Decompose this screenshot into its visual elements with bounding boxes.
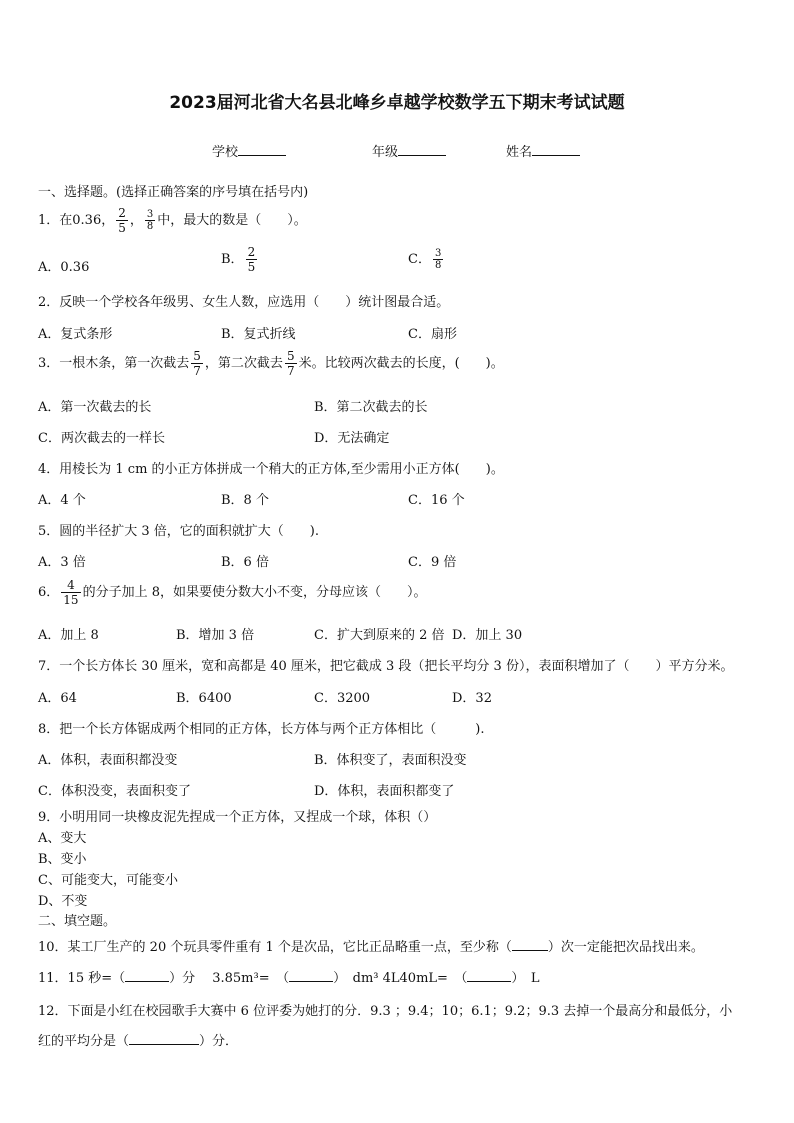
question-12: 12．下面是小红在校园歌手大赛中 6 位评委为她打的分．9.3 ；9.4；10；6.1；9.2；9.3 去掉一个最高分和最低分，小 — [38, 1004, 733, 1019]
option-b[interactable]: B、变小 — [38, 852, 87, 867]
option-c[interactable]: C．两次截去的一样长 — [38, 431, 165, 446]
question-4: 4．用棱长为 1 cm 的小正方体拼成一个稍大的正方体,至少需用小正方体( )。 — [38, 462, 504, 477]
option-d[interactable]: D、不变 — [38, 894, 88, 909]
option-d[interactable]: D．加上 30 — [452, 628, 523, 643]
answer-blank[interactable] — [289, 969, 333, 982]
option-a[interactable]: A．3 倍 — [38, 555, 86, 570]
option-c[interactable]: C．9 倍 — [408, 555, 457, 570]
question-12-cont: 红的平均分是（ ）分． — [38, 1034, 239, 1049]
option-b[interactable]: B． $\frac{2}{5}$ — [221, 245, 256, 274]
name-field: 姓名 — [506, 141, 580, 160]
option-a[interactable]: A．第一次截去的长 — [38, 400, 152, 415]
fraction: $\frac{4}{15}$ — [63, 578, 79, 607]
option-c[interactable]: C．16 个 — [408, 493, 465, 508]
option-b[interactable]: B．第二次截去的长 — [314, 400, 428, 415]
option-b[interactable]: B．体积变了，表面积没变 — [314, 753, 467, 768]
option-a[interactable]: A．加上 8 — [38, 628, 99, 643]
fraction: $\frac{3}{8}$ — [146, 209, 154, 232]
option-b[interactable]: B．6 倍 — [221, 555, 269, 570]
option-b[interactable]: B．8 个 — [221, 493, 269, 508]
question-2: 2．反映一个学校各年级男、女生人数，应选用（ ）统计图最合适。 — [38, 295, 450, 310]
option-c[interactable]: C．3200 — [314, 691, 371, 706]
option-c[interactable]: C． $\frac{3}{8}$ — [408, 248, 442, 271]
option-a[interactable]: A．64 — [38, 691, 77, 706]
option-d[interactable]: D．无法确定 — [314, 431, 390, 446]
option-c[interactable]: C、可能变大，可能变小 — [38, 873, 178, 888]
answer-blank[interactable] — [129, 1032, 199, 1045]
name-blank[interactable] — [532, 143, 580, 156]
question-7: 7．一个长方体长 30 厘米，宽和高都是 40 厘米，把它截成 3 段（把长平均分 3 份），表面积增加了（ ）平方分米。 — [38, 659, 734, 674]
option-a[interactable]: A．0.36 — [38, 260, 90, 275]
answer-blank[interactable] — [467, 969, 511, 982]
school-blank[interactable] — [238, 143, 286, 156]
school-field: 学校 — [212, 141, 286, 160]
question-11: 11．15 秒=（ ）分 3.85m³= （ ） dm³ 4L40mL= （ ） L — [38, 971, 540, 986]
section-heading: 一、选择题。(选择正确答案的序号填在括号内) — [38, 185, 309, 200]
option-c[interactable]: C．扇形 — [408, 327, 457, 342]
fraction: $\frac{3}{8}$ — [434, 248, 442, 271]
option-d[interactable]: D．体积，表面积都变了 — [314, 784, 455, 799]
fraction: $\frac{2}{5}$ — [118, 206, 126, 235]
option-a[interactable]: A．4 个 — [38, 493, 86, 508]
option-c[interactable]: C．体积没变，表面积变了 — [38, 784, 191, 799]
question-1: 1．在0.36， $\frac{2}{5}$ ， $\frac{3}{8}$ 中，最大的数是（ ）。 — [38, 206, 307, 235]
question-8: 8．把一个长方体锯成两个相同的正方体，长方体与两个正方体相比（ ). — [38, 722, 485, 737]
option-b[interactable]: B．增加 3 倍 — [176, 628, 255, 643]
fraction: $\frac{5}{7}$ — [193, 349, 201, 378]
question-3: 3．一根木条，第一次截去 $\frac{5}{7}$ ，第二次截去 $\frac{5}{7}$ 米。比较两次截去的长度，( )。 — [38, 349, 504, 378]
option-a[interactable]: A．体积，表面积都没变 — [38, 753, 178, 768]
option-b[interactable]: B．复式折线 — [221, 327, 296, 342]
answer-blank[interactable] — [512, 938, 548, 951]
fraction: $\frac{2}{5}$ — [247, 245, 256, 274]
question-9: 9．小明用同一块橡皮泥先捏成一个正方体，又捏成一个球，体积（） — [38, 810, 437, 825]
question-6: 6． $\frac{4}{15}$ 的分子加上 8，如果要使分数大小不变，分母应该（ ）。 — [38, 578, 427, 607]
option-a[interactable]: A、变大 — [38, 831, 87, 846]
option-c[interactable]: C．扩大到原来的 2 倍 — [314, 628, 445, 643]
option-d[interactable]: D．32 — [452, 691, 492, 706]
question-5: 5．圆的半径扩大 3 倍，它的面积就扩大（ ). — [38, 524, 320, 539]
answer-blank[interactable] — [125, 969, 169, 982]
grade-blank[interactable] — [398, 143, 446, 156]
option-a[interactable]: A．复式条形 — [38, 327, 113, 342]
page-title: 2023届河北省大名县北峰乡卓越学校数学五下期末考试试题 — [169, 93, 625, 113]
question-10: 10．某工厂生产的 20 个玩具零件重有 1 个是次品，它比正品略重一点，至少称（ ）次一定能把次品找出来。 — [38, 940, 704, 955]
option-b[interactable]: B．6400 — [176, 691, 232, 706]
fraction: $\frac{5}{7}$ — [286, 349, 295, 378]
section-heading: 二、填空题。 — [38, 914, 117, 929]
grade-field: 年级 — [372, 141, 446, 160]
